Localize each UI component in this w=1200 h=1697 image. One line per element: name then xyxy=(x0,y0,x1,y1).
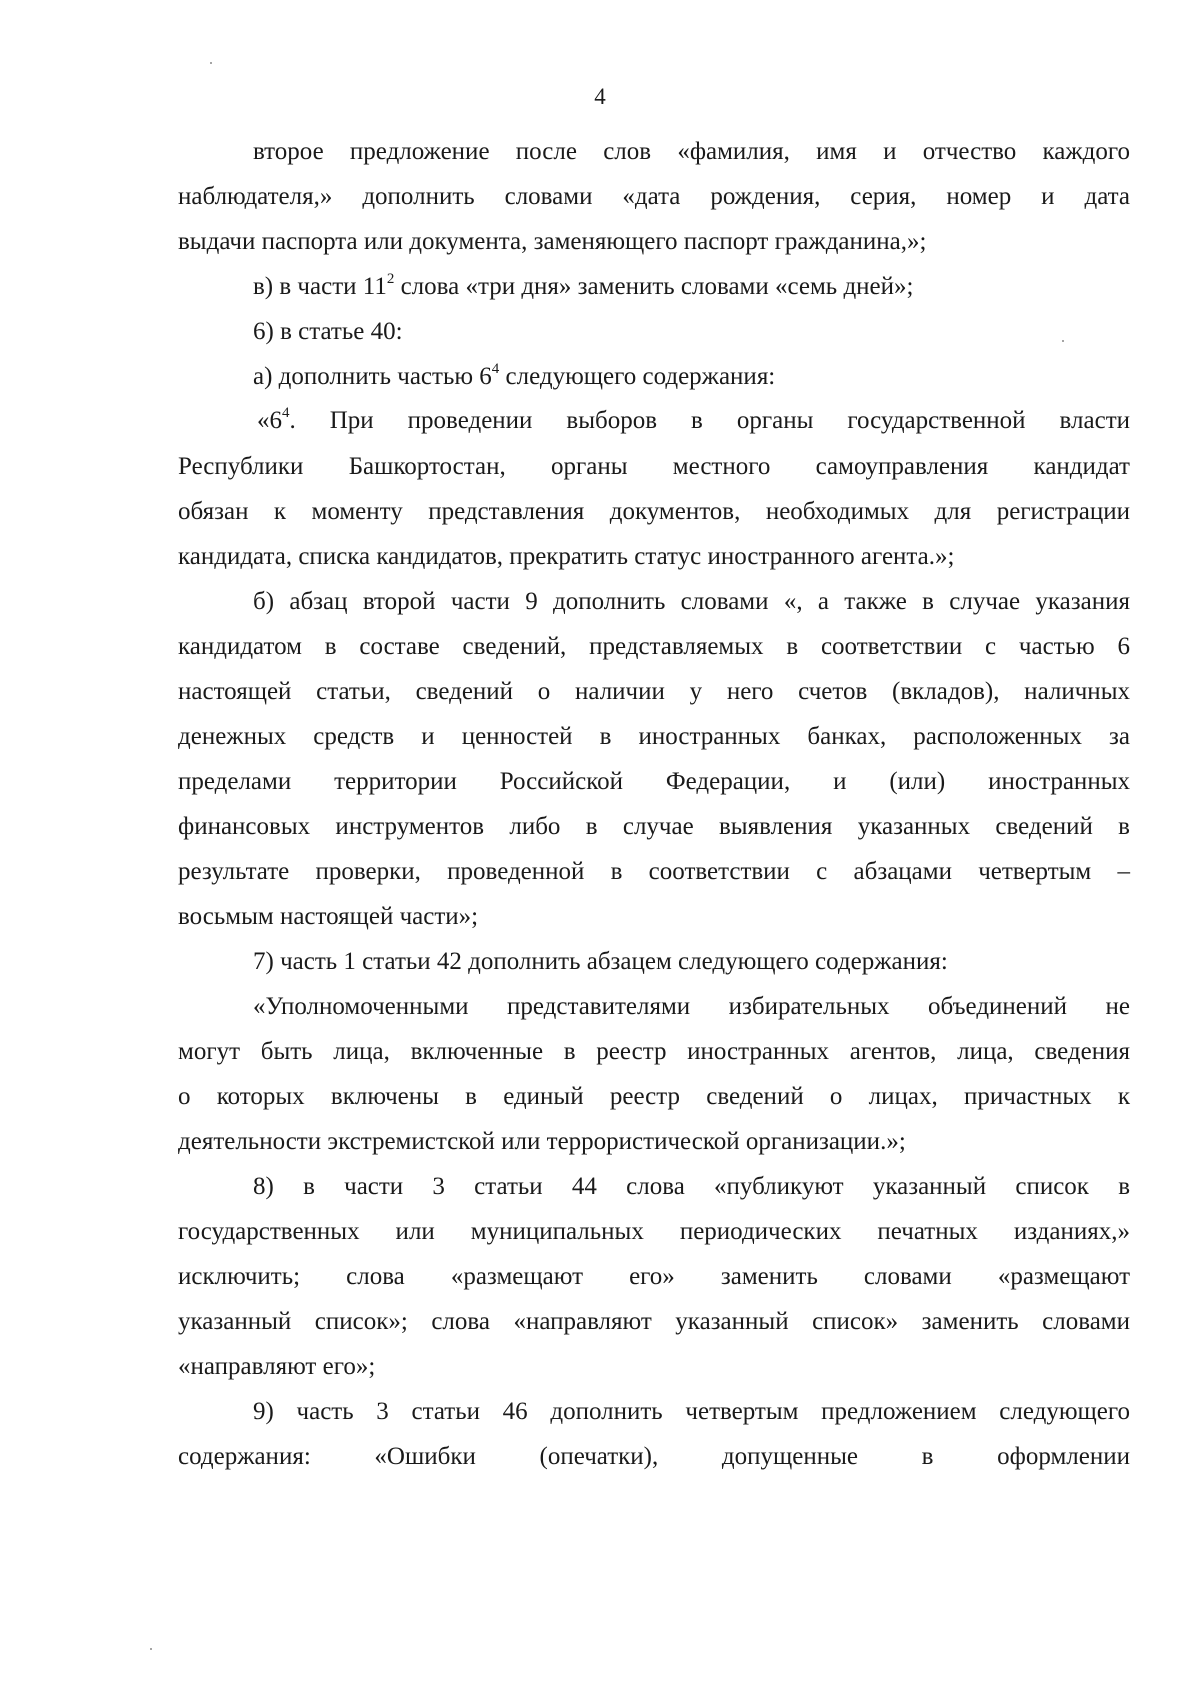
superscript: 4 xyxy=(282,405,290,421)
text-line: исключить; слова «размещают его» заменить словами «размещают xyxy=(178,1263,1130,1290)
text-line: финансовых инструментов либо в случае выявления указанных сведений в xyxy=(178,813,1130,840)
text-line: 8) в части 3 статьи 44 слова «публикуют указанный список в xyxy=(253,1173,1130,1200)
text-line: содержания: «Ошибки (опечатки), допущенные в оформлении xyxy=(178,1443,1130,1470)
text-line: наблюдателя,» дополнить словами «дата рождения, серия, номер и дата xyxy=(178,183,1130,210)
text-line: деятельности экстремистской или террористической организации.»; xyxy=(178,1128,906,1155)
text-line: результате проверки, проведенной в соответствии с абзацами четвертым – xyxy=(178,858,1130,885)
text-fragment: в) в части 11 xyxy=(253,273,387,300)
scan-speck xyxy=(210,62,212,64)
text-line: кандидата, списка кандидатов, прекратить статус иностранного агента.»; xyxy=(178,543,955,570)
text-line: «направляют его»; xyxy=(178,1353,376,1380)
text-line: 7) часть 1 статьи 42 дополнить абзацем следующего содержания: xyxy=(253,948,948,975)
text-line: «Уполномоченными представителями избирательных объединений не xyxy=(253,993,1130,1020)
text-line: настоящей статьи, сведений о наличии у него счетов (вкладов), наличных xyxy=(178,678,1130,705)
text-fragment xyxy=(257,406,290,436)
text-line: Республики Башкортостан, органы местного самоуправления кандидат xyxy=(178,453,1130,480)
scan-speck xyxy=(150,1648,152,1650)
page-number: 4 xyxy=(594,84,606,109)
text-line: выдачи паспорта или документа, заменяющего паспорт гражданина,»; xyxy=(178,228,927,255)
text-line: о которых включены в единый реестр сведений о лицах, причастных к xyxy=(178,1083,1130,1110)
text-fragment: а) дополнить частью 6 xyxy=(253,363,492,390)
scan-speck xyxy=(1062,340,1064,342)
text-line: государственных или муниципальных периодических печатных изданиях,» xyxy=(178,1218,1130,1245)
text-line: указанный список»; слова «направляют указанный список» заменить словами xyxy=(178,1308,1130,1335)
text-line xyxy=(257,406,1130,436)
text-fragment: слова «три дня» заменить словами «семь дней»; xyxy=(394,273,914,300)
text-fragment: «6 xyxy=(257,407,282,434)
text-line xyxy=(253,362,775,392)
text-line: второе предложение после слов «фамилия, имя и отчество каждого xyxy=(253,138,1130,165)
text-line: денежных средств и ценностей в иностранных банках, расположенных за xyxy=(178,723,1130,750)
text-fragment: . При проведении выборов в органы государственной власти xyxy=(289,407,1130,434)
text-line: кандидатом в составе сведений, представляемых в соответствии с частью 6 xyxy=(178,633,1130,660)
text-line: б) абзац второй части 9 дополнить словами «, а также в случае указания xyxy=(253,588,1130,615)
text-line: обязан к моменту представления документов, необходимых для регистрации xyxy=(178,498,1130,525)
text-line xyxy=(253,272,913,302)
text-line: 6) в статье 40: xyxy=(253,318,403,345)
text-fragment: следующего содержания: xyxy=(499,363,776,390)
text-line: пределами территории Российской Федерации, и (или) иностранных xyxy=(178,768,1130,795)
text-line: 9) часть 3 статьи 46 дополнить четвертым предложением следующего xyxy=(253,1398,1130,1425)
superscript: 4 xyxy=(491,361,500,377)
superscript: 2 xyxy=(386,271,395,287)
text-line: могут быть лица, включенные в реестр иностранных агентов, лица, сведения xyxy=(178,1038,1130,1065)
text-line: восьмым настоящей части»; xyxy=(178,903,479,930)
